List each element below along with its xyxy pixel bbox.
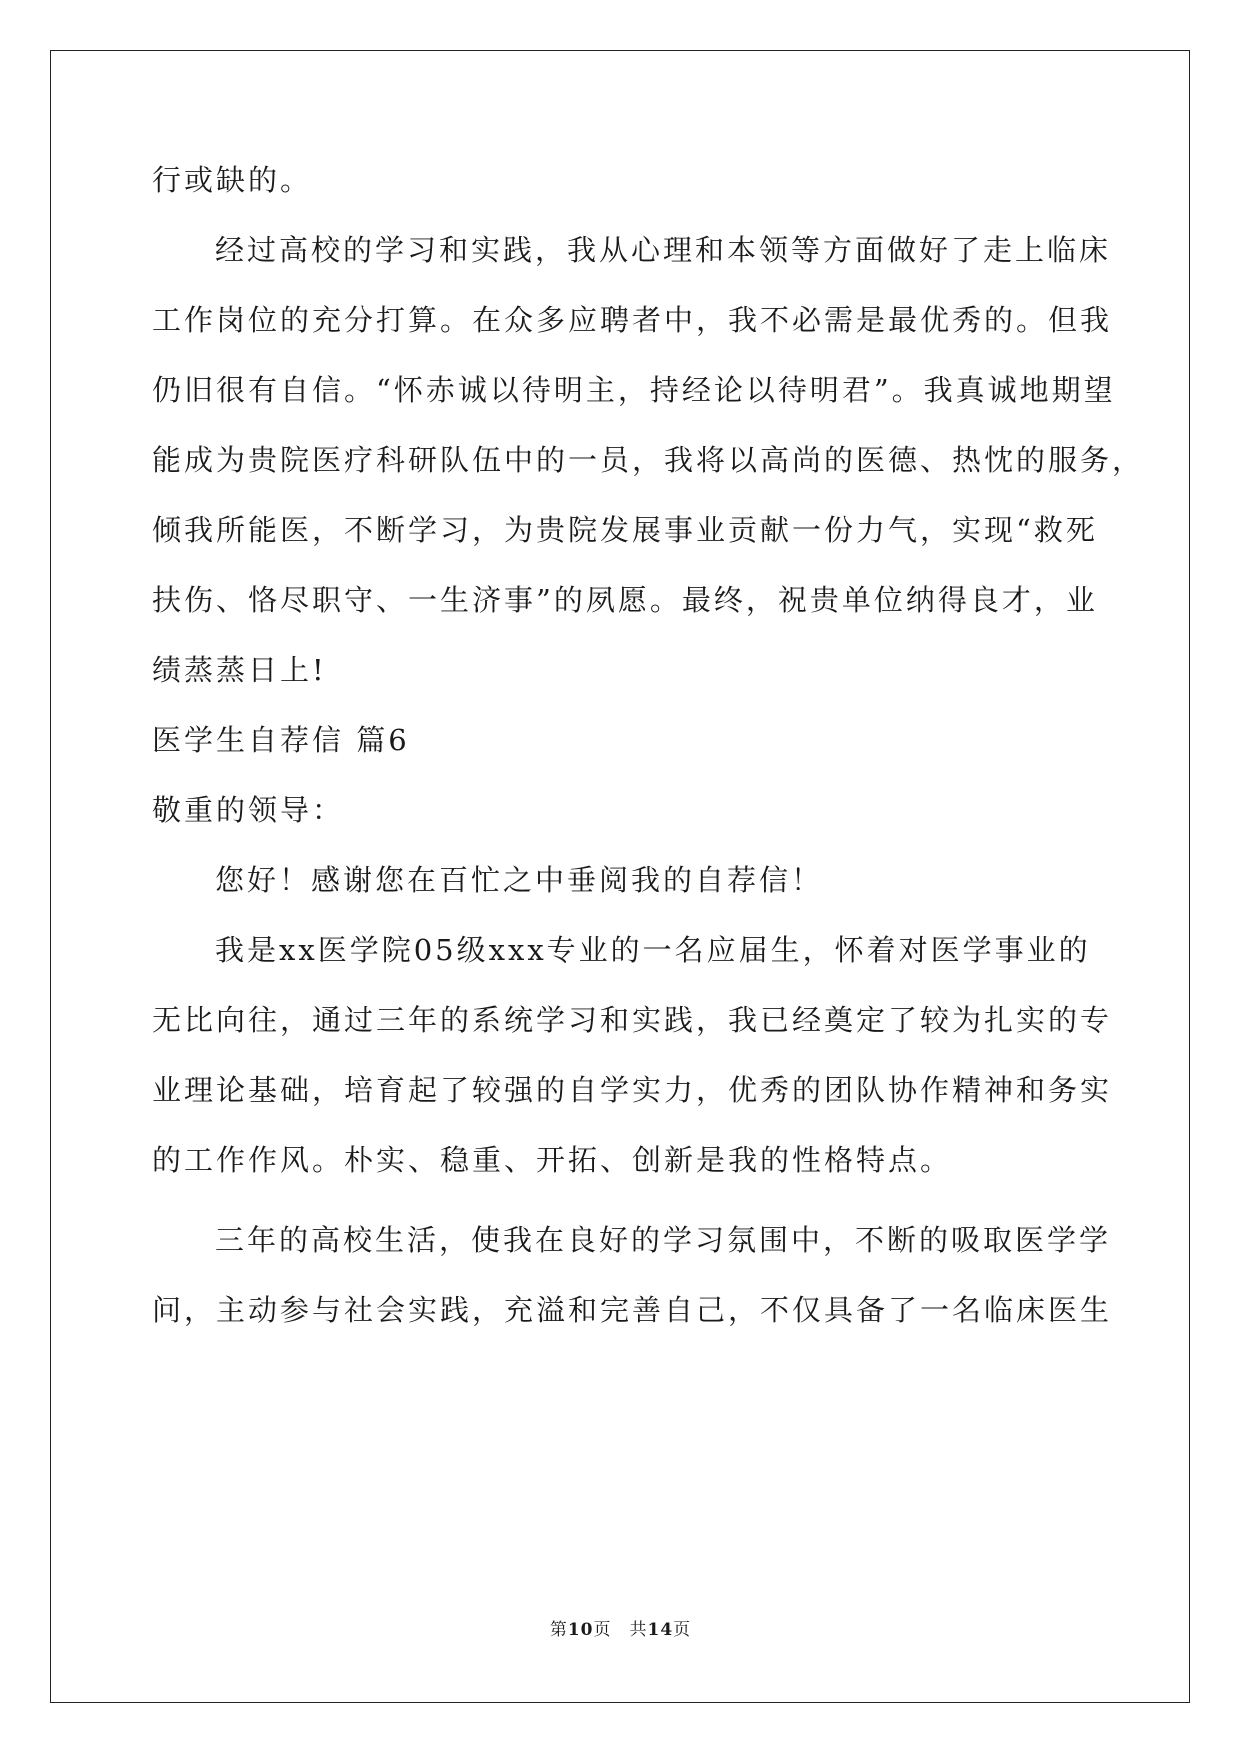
footer-suffix: 页 [673, 1620, 692, 1640]
paragraph-line: 绩蒸蒸日上! [152, 653, 327, 687]
paragraph-line: 工作岗位的充分打算。在众多应聘者中，我不必需是最优秀的。但我 [152, 303, 1113, 337]
current-page-number: 10 [567, 1620, 594, 1640]
paragraph-line: 能成为贵院医疗科研队伍中的一员，我将以高尚的医德、热忱的服务， [152, 443, 1145, 477]
paragraph-line: 问，主动参与社会实践，充溢和完善自己，不仅具备了一名临床医生 [152, 1293, 1113, 1327]
paragraph-line: 业理论基础，培育起了较强的自学实力，优秀的团队协作精神和务实 [152, 1073, 1113, 1107]
paragraph-line: 行或缺的。 [152, 163, 313, 197]
paragraph-line: 经过高校的学习和实践，我从心理和本领等方面做好了走上临床 [215, 233, 1112, 267]
paragraph-line: 扶伤、恪尽职守、一生济事”的夙愿。最终，祝贵单位纳得良才，业 [152, 583, 1098, 617]
page-footer [0, 1615, 1241, 1640]
paragraph-line: 仍旧很有自信。“怀赤诚以待明主，持经论以待明君”。我真诚地期望 [152, 373, 1116, 407]
total-page-count: 14 [647, 1620, 674, 1640]
paragraph-line: 我是xx医学院05级xxx专业的一名应届生，怀着对医学事业的 [215, 933, 1091, 967]
paragraph-line: 倾我所能医，不断学习，为贵院发展事业贡献一份力气，实现“救死 [152, 513, 1098, 547]
paragraph-line: 三年的高校生活，使我在良好的学习氛围中，不断的吸取医学学 [215, 1223, 1112, 1257]
paragraph-line: 无比向往，通过三年的系统学习和实践，我已经奠定了较为扎实的专 [152, 1003, 1113, 1037]
paragraph-line: 的工作作风。朴实、稳重、开拓、创新是我的性格特点。 [152, 1143, 953, 1177]
section-heading: 医学生自荐信 篇6 [152, 723, 410, 757]
salutation: 敬重的领导： [152, 793, 345, 827]
footer-middle: 页 共 [593, 1620, 648, 1640]
greeting-line: 您好！感谢您在百忙之中垂阅我的自荐信！ [215, 863, 824, 897]
footer-prefix: 第 [549, 1620, 568, 1640]
